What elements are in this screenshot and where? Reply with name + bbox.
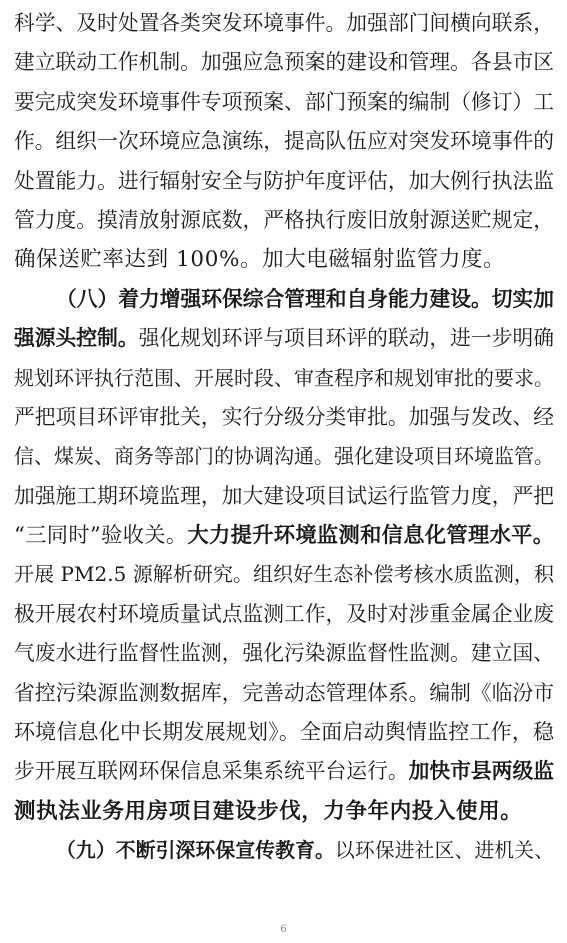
text-line	[14, 634, 554, 673]
text-segment: 严把项目环评审批关，实行分级分类审批。加强与发改、经	[14, 404, 554, 429]
text-line	[14, 752, 554, 791]
text-segment: 加强施工期环境监理，加大建设项目试运行监管力度，严把	[14, 483, 554, 508]
text-line	[14, 83, 554, 122]
text-segment: 作。组织一次环境应急演练，提高队伍应对突发环境事件的	[14, 129, 554, 154]
text-segment: 科学、及时处置各类突发环境事件。加强部门间横向联系，	[14, 11, 554, 35]
text-segment: 强化规划环评与项目环评的联动，进一步明确	[138, 326, 554, 351]
text-line	[14, 595, 554, 634]
text-segment: 开展 PM2.5 源解析研究。组织好生态补偿考核水质监测，积	[14, 562, 554, 587]
text-line	[14, 477, 554, 516]
text-line	[14, 201, 554, 240]
text-line	[14, 555, 554, 594]
bold-text-segment: 加快市县两级监	[408, 759, 554, 784]
text-line	[14, 4, 554, 43]
page-number: 6	[280, 924, 287, 935]
text-line	[14, 43, 554, 82]
text-segment: 管力度。摸清放射源底数，严格执行废旧放射源送贮规定，	[14, 207, 554, 232]
bold-text-segment: 大力提升环境监测和信息化管理水平。	[187, 523, 554, 549]
text-segment: 要完成突发环境事件专项预案、部门预案的编制（修订）工	[14, 89, 554, 114]
text-segment: 环境信息化中长期发展规划》。全面启动舆情监控工作，稳	[14, 720, 554, 745]
text-segment: 气废水进行监督性监测，强化污染源监督性监测。建立国、	[14, 641, 554, 666]
text-line	[14, 280, 554, 319]
text-line	[14, 122, 554, 161]
text-line	[14, 240, 554, 279]
text-segment: 极开展农村环境质量试点监测工作，及时对涉重金属企业废	[14, 601, 554, 626]
text-line	[14, 359, 554, 398]
bold-text-segment: （八）着力增强环保综合管理和自身能力建设。切实加	[56, 286, 555, 311]
text-segment: 步开展互联网环保信息采集系统平台运行。	[14, 759, 409, 784]
text-line	[14, 831, 554, 870]
text-segment: 以环保进社区、进机关、	[334, 839, 554, 863]
bold-text-segment: 测执法业务用房项目建设步伐，力争年内投入使用。	[14, 798, 523, 824]
text-line	[14, 162, 554, 201]
text-segment: “三同时”验收关。	[14, 523, 188, 549]
text-line	[14, 792, 554, 831]
text-segment: 建立联动工作机制。加强应急预案的建设和管理。各县市区	[14, 50, 554, 75]
text-line	[14, 319, 554, 358]
text-segment: 信、煤炭、商务等部门的协调沟通。强化建设项目环境监管。	[14, 444, 554, 469]
bold-text-segment: 强源头控制。	[14, 326, 139, 351]
bold-text-segment: （九）不断引深环保宣传教育。	[56, 838, 335, 863]
document-body	[14, 4, 554, 871]
text-segment: 省控污染源监测数据库，完善动态管理体系。编制《临汾市	[14, 680, 554, 705]
text-segment: 确保送贮率达到 100%。加大电磁辐射监管力度。	[14, 247, 506, 273]
text-line	[14, 398, 554, 437]
text-segment: 规划环评执行范围、开展时段、审查程序和规划审批的要求。	[14, 365, 554, 390]
text-line	[14, 516, 554, 555]
text-line	[14, 437, 554, 476]
text-segment: 处置能力。进行辐射安全与防护年度评估，加大例行执法监	[14, 168, 554, 193]
text-line	[14, 713, 554, 752]
text-line	[14, 674, 554, 713]
